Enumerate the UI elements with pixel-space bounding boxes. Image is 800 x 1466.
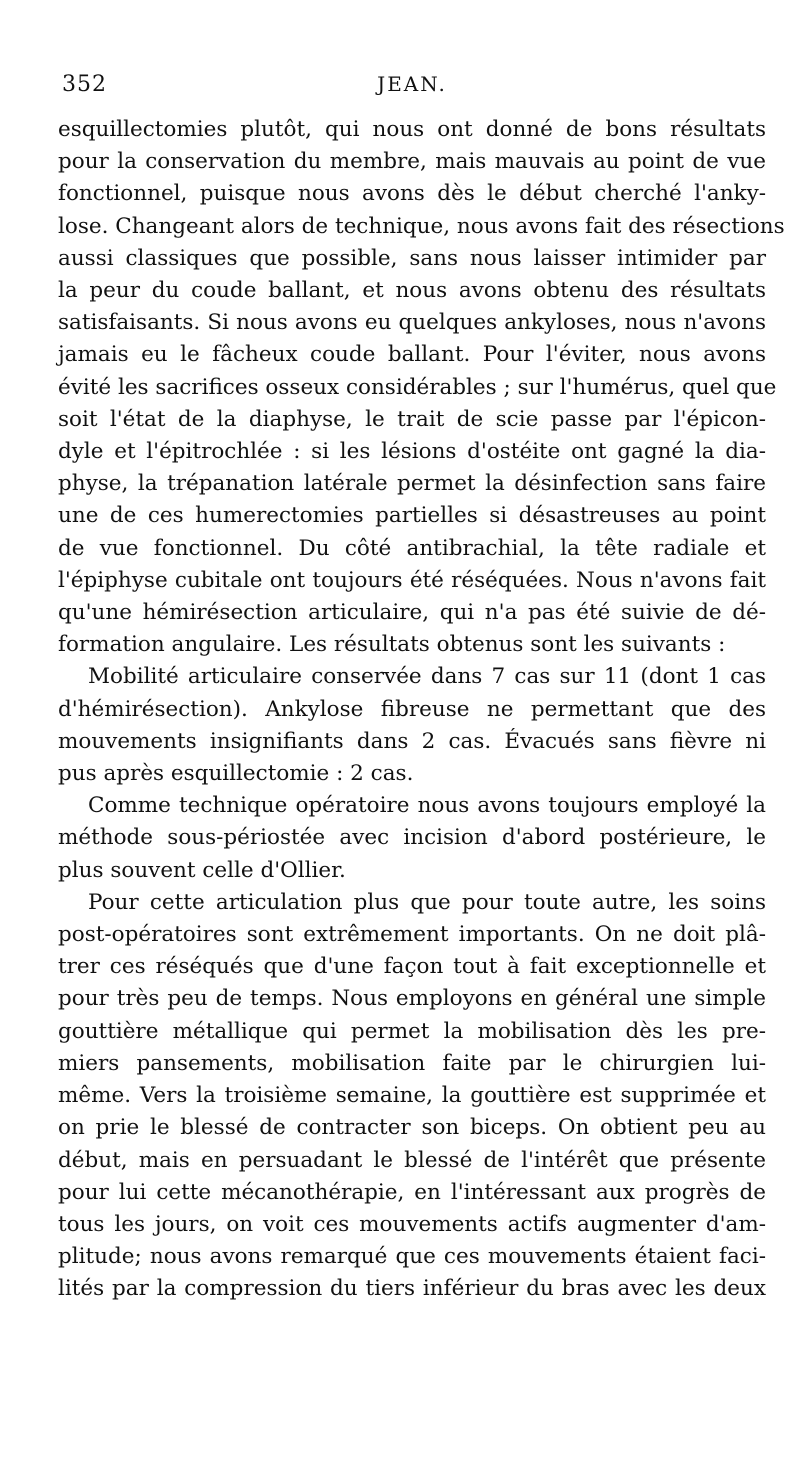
text-line: gouttière métallique qui permet la mobilisation dès les pre- [58, 1018, 766, 1044]
page-number: 352 [62, 72, 107, 97]
text-line: Pour cette articulation plus que pour toute autre, les soins [88, 889, 766, 915]
paragraph [58, 790, 766, 887]
text-line: jamais eu le fâcheux coude ballant. Pour l'éviter, nous avons [58, 342, 766, 368]
text-line: Comme technique opératoire nous avons toujours employé la [88, 793, 766, 819]
text-line: Mobilité articulaire conservée dans 7 cas sur 11 (dont 1 cas [88, 664, 766, 690]
paragraph [58, 114, 785, 661]
text-line: de vue fonctionnel. Du côté antibrachial, la tête radiale et [58, 535, 766, 561]
text-line: plus souvent celle d'Ollier. [58, 857, 346, 883]
text-line: lose. Changeant alors de technique, nous avons fait des résections [58, 213, 785, 239]
page-header [62, 72, 762, 106]
text-line: pour la conservation du membre, mais mauvais au point de vue [58, 149, 766, 175]
text-line: d'hémirésection). Ankylose fibreuse ne permettant que des [58, 696, 766, 722]
paragraph [58, 661, 766, 790]
text-line: tous les jours, on voit ces mouvements actifs augmenter d'am- [58, 1211, 766, 1237]
text-line: trer ces réséqués que d'une façon tout à fait exceptionnelle et [58, 954, 766, 980]
text-line: formation angulaire. Les résultats obtenus sont les suivants : [58, 632, 726, 658]
text-line: miers pansements, mobilisation faite par le chirurgien lui- [58, 1050, 766, 1076]
text-line: l'épiphyse cubitale ont toujours été réséquées. Nous n'avons fait [58, 567, 766, 593]
paragraph [58, 887, 766, 1306]
text-line: mouvements insignifiants dans 2 cas. Évacués sans fièvre ni [58, 728, 766, 754]
text-line: physe, la trépanation latérale permet la désinfection sans faire [58, 471, 766, 497]
text-line: une de ces humerectomies partielles si désastreuses au point [58, 503, 766, 529]
text-line: lités par la compression du tiers inférieur du bras avec les deux [58, 1276, 766, 1302]
text-line: satisfaisants. Si nous avons eu quelques ankyloses, nous n'avons [58, 310, 766, 336]
body-text [58, 114, 785, 1306]
text-line: méthode sous-périostée avec incision d'abord postérieure, le [58, 825, 766, 851]
text-line: dyle et l'épitrochlée : si les lésions d'ostéite ont gagné la dia- [58, 439, 766, 465]
text-line: pour très peu de temps. Nous employons en général une simple [58, 986, 766, 1012]
text-line: la peur du coude ballant, et nous avons obtenu des résultats [58, 278, 766, 304]
text-line: soit l'état de la diaphyse, le trait de scie passe par l'épicon- [58, 406, 766, 432]
text-line: aussi classiques que possible, sans nous laisser intimider par [58, 245, 766, 271]
text-line: plitude; nous avons remarqué que ces mouvements étaient faci- [58, 1244, 766, 1270]
text-line: pour lui cette mécanothérapie, en l'intéressant aux progrès de [58, 1179, 766, 1205]
text-line: qu'une hémirésection articulaire, qui n'a pas été suivie de dé- [58, 600, 766, 626]
text-line: même. Vers la troisième semaine, la gouttière est supprimée et [58, 1083, 766, 1109]
text-line: pus après esquillectomie : 2 cas. [58, 761, 414, 787]
running-head: JEAN. [377, 72, 447, 96]
text-line: début, mais en persuadant le blessé de l'intérêt que présente [58, 1147, 766, 1173]
text-line: post-opératoires sont extrêmement importants. On ne doit plâ- [58, 922, 766, 948]
text-line: on prie le blessé de contracter son biceps. On obtient peu au [58, 1115, 766, 1141]
text-line: esquillectomies plutôt, qui nous ont donné de bons résultats [58, 117, 766, 142]
text-line: fonctionnel, puisque nous avons dès le début cherché l'anky- [58, 181, 766, 207]
text-line: évité les sacrifices osseux considérables ; sur l'humérus, quel que [58, 374, 777, 400]
